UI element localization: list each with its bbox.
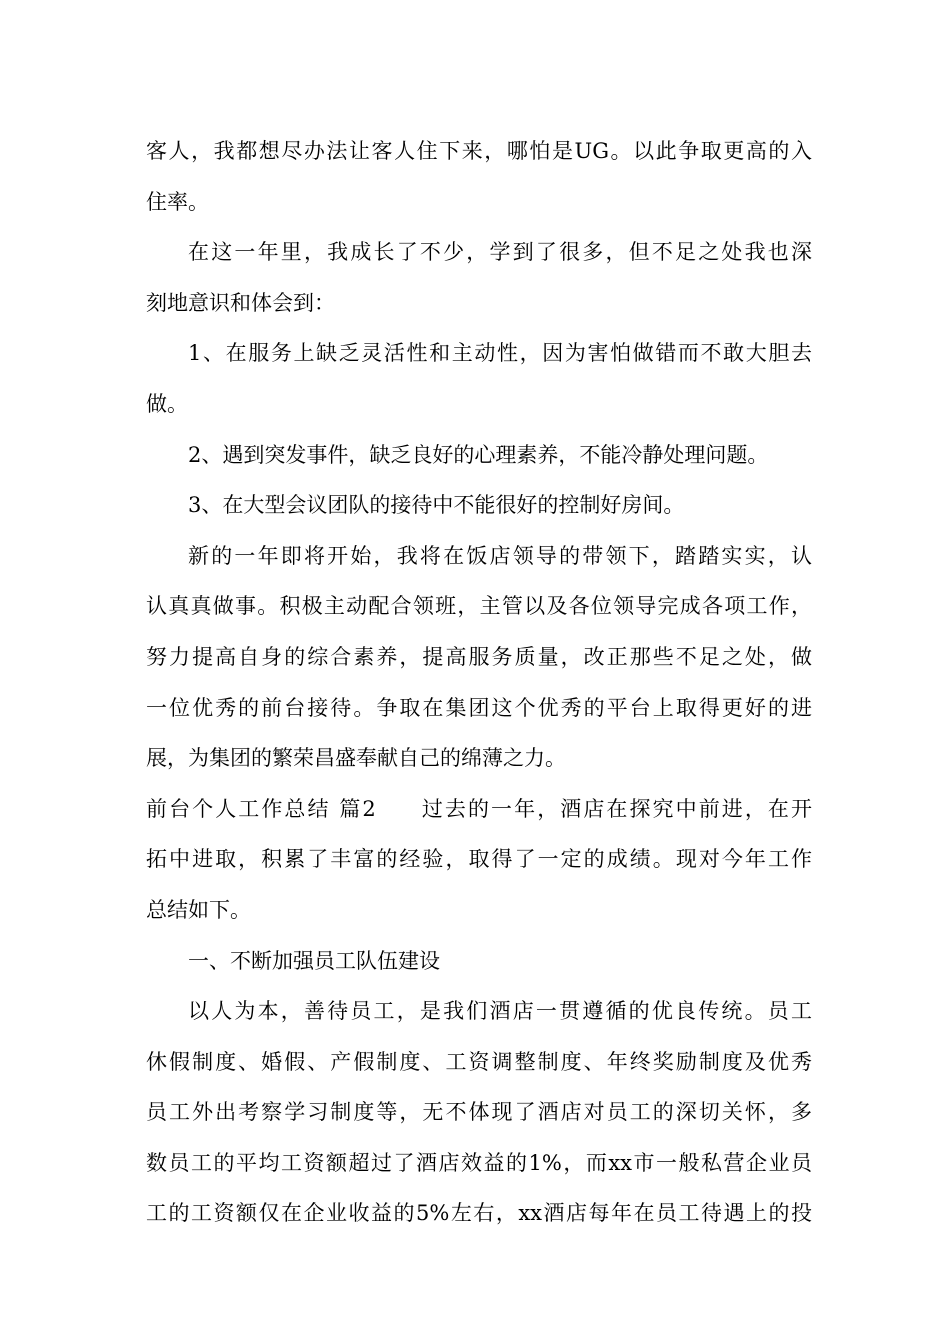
body-line: 休假制度、婚假、产假制度、工资调整制度、年终奖励制度及优秀	[146, 1049, 812, 1074]
body-line: 数员工的平均工资额超过了酒店效益的1%，而xx市一般私营企业员	[146, 1150, 812, 1175]
section-first-line: 过去的一年，酒店在探究中前进，在开	[419, 796, 812, 821]
body-line: 刻地意识和体会到：	[146, 290, 335, 315]
section-title: 前台个人工作总结 篇2	[146, 796, 376, 821]
document-body	[146, 126, 812, 1239]
body-line: 客人，我都想尽办法让客人住下来，哪怕是UG。以此争取更高的入	[146, 139, 812, 163]
body-line: 拓中进取，积累了丰富的经验，取得了一定的成绩。现对今年工作	[146, 847, 812, 872]
body-line: 展，为集团的繁荣昌盛奉献自己的绵薄之力。	[146, 746, 566, 771]
body-line: 住率。	[146, 189, 209, 214]
body-line: 一位优秀的前台接待。争取在集团这个优秀的平台上取得更好的进	[146, 695, 812, 720]
body-line: 新的一年即将开始，我将在饭店领导的带领下，踏踏实实，认	[188, 543, 812, 568]
body-line: 以人为本，善待员工，是我们酒店一贯遵循的优良传统。员工	[188, 999, 812, 1024]
body-line: 总结如下。	[146, 897, 251, 922]
body-line: 3、在大型会议团队的接待中不能很好的控制好房间。	[188, 493, 685, 518]
body-line: 努力提高自身的综合素养，提高服务质量，改正那些不足之处，做	[146, 644, 812, 669]
body-line: 员工外出考察学习制度等，无不体现了酒店对员工的深切关怀，多	[146, 1100, 812, 1125]
body-line: 1、在服务上缺乏灵活性和主动性，因为害怕做错而不敢大胆去	[188, 341, 812, 366]
subheading: 一、不断加强员工队伍建设	[188, 948, 440, 973]
body-line: 工的工资额仅在企业收益的5%左右，xx酒店每年在员工待遇上的投	[146, 1201, 812, 1226]
body-line: 在这一年里，我成长了不少，学到了很多，但不足之处我也深	[188, 240, 812, 265]
section-heading-line	[146, 784, 812, 835]
body-line: 2、遇到突发事件，缺乏良好的心理素养，不能冷静处理问题。	[188, 442, 769, 467]
body-line: 认真真做事。积极主动配合领班，主管以及各位领导完成各项工作，	[146, 594, 812, 619]
body-line: 做。	[146, 391, 188, 416]
